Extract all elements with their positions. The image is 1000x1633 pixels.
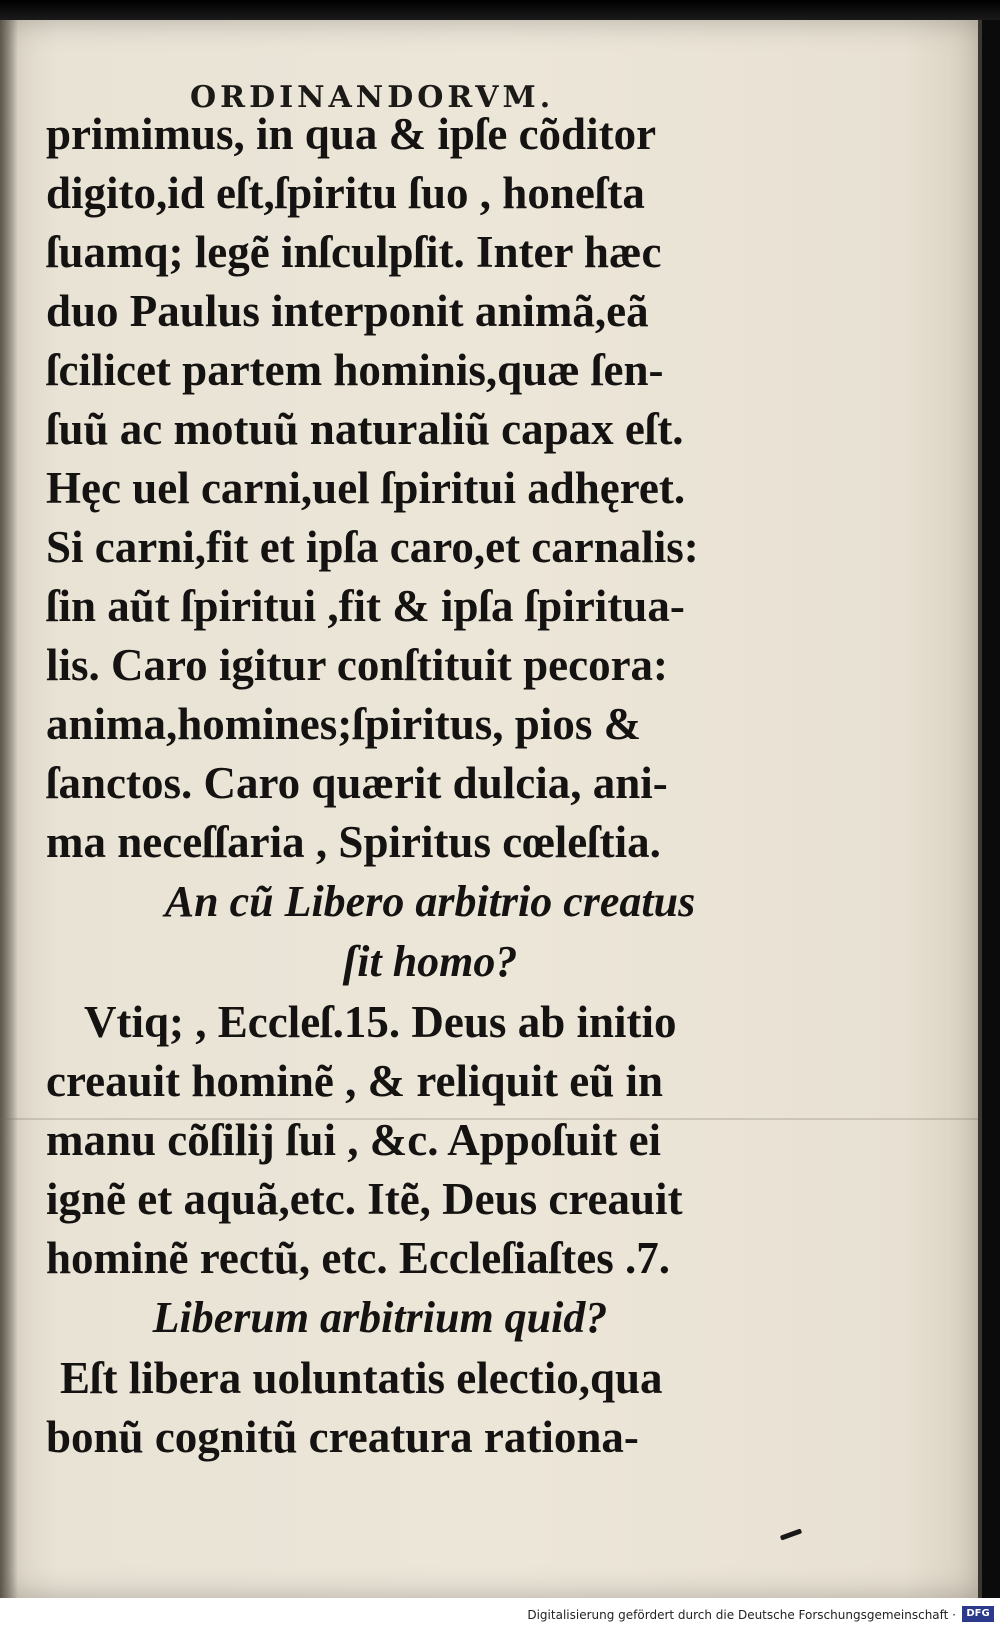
- text-line: ſanctos. Caro quærit dulcia, ani-: [46, 758, 668, 808]
- text-line: anima,homines;ſpiritus, pios &: [46, 699, 642, 749]
- running-head: ORDINANDORVM.: [190, 80, 555, 115]
- text-line: ſuũ ac motuũ naturaliũ capax eſt.: [46, 404, 684, 454]
- ink-mark: [780, 1528, 802, 1540]
- digitization-footer: [0, 1598, 1000, 1633]
- text-line: hominẽ rectũ, etc. Eccleſiaſtes .7.: [46, 1233, 670, 1283]
- text-line: ſuamq; legẽ inſculpſit. Inter hæc: [46, 227, 662, 277]
- text-line: lis. Caro igitur conſtituit pecora:: [46, 640, 669, 690]
- question-heading: An cũ Libero arbitrio creatus: [164, 877, 696, 926]
- text-line: duo Paulus interponit animã,eã: [46, 286, 649, 336]
- text-line: ignẽ et aquã,etc. Itẽ, Deus creauit: [46, 1174, 683, 1224]
- text-line: manu cõſilij ſui , &c. Appoſuit ei: [46, 1115, 662, 1165]
- scan-top-edge: [0, 0, 1000, 20]
- footer-credit: Digitalisierung gefördert durch die Deutsche Forschungsgemeinschaft ·: [527, 1608, 956, 1622]
- text-line: creauit hominẽ , & reliquit eũ in: [46, 1056, 664, 1106]
- text-line: Hęc uel carni,uel ſpiritui adhęret.: [46, 463, 686, 513]
- text-line: ſcilicet partem hominis,quæ ſen-: [46, 345, 664, 395]
- book-page: [0, 20, 982, 1598]
- text-line: ma neceſſaria , Spiritus cœleſtia.: [46, 817, 661, 867]
- text-line: Si carni,fit et ipſa caro,et carnalis:: [46, 522, 699, 572]
- text-line: digito,id eſt,ſpiritu ſuo , honeſta: [46, 168, 645, 218]
- text-line: Eſt libera uoluntatis electio,qua: [60, 1353, 663, 1403]
- text-line: ſin aũt ſpiritui ,fit & ipſa ſpiritua-: [46, 581, 685, 631]
- text-line: Vtiq; , Eccleſ.15. Deus ab initio: [84, 997, 677, 1047]
- text-line: primimus, in qua & ipſe cõditor: [46, 109, 657, 159]
- question-heading: Liberum arbitrium quid?: [152, 1293, 608, 1342]
- text-line: bonũ cognitũ creatura rationa-: [46, 1412, 639, 1462]
- question-heading: ſit homo?: [342, 937, 518, 986]
- dfg-logo-icon: DFG: [962, 1606, 994, 1622]
